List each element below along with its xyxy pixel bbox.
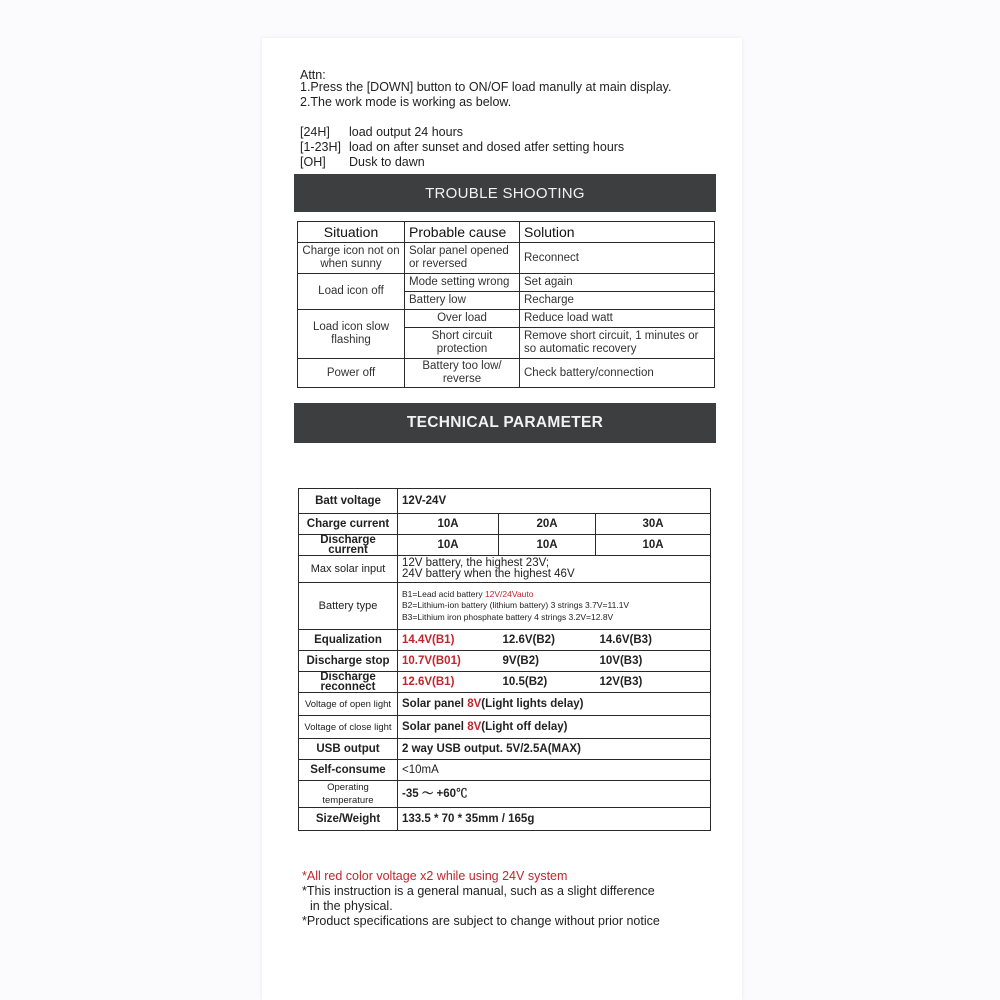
param-label: Discharge reconnect <box>299 672 398 693</box>
param-value: 10A <box>596 535 711 556</box>
mode-code-1-23h: [1-23H] <box>300 140 341 154</box>
param-label: Self-consume <box>299 760 398 781</box>
param-value: -35 ～ +60℃ <box>398 781 711 808</box>
situation-cell: Charge icon not on when sunny <box>298 243 405 274</box>
solution-cell: Set again <box>520 274 715 292</box>
param-value: 2 way USB output. 5V/2.5A(MAX) <box>398 739 711 760</box>
param-label: Operating temperature <box>299 781 398 808</box>
param-value: 133.5 * 70 * 35mm / 165g <box>398 808 711 831</box>
situation-cell: Load icon slow flashing <box>298 310 405 359</box>
param-label: Equalization <box>299 630 398 651</box>
table-row <box>298 274 715 292</box>
param-label: Battery type <box>299 583 398 630</box>
table-row <box>299 781 711 808</box>
param-value: 10A <box>398 535 499 556</box>
param-value: 9V(B2) <box>499 651 596 672</box>
attn-title: Attn: <box>300 68 326 82</box>
param-label: Discharge stop <box>299 651 398 672</box>
table-row <box>299 651 711 672</box>
table-row <box>299 489 711 514</box>
technical-parameter-table <box>298 488 711 831</box>
max-solar-line-2: 24V battery when the highest 46V <box>402 568 575 580</box>
table-row <box>299 716 711 739</box>
table-row <box>298 243 715 274</box>
param-label: Discharge current <box>299 535 398 556</box>
table-row <box>298 359 715 388</box>
specs-change-note: *Product specifications are subject to change without prior notice <box>302 914 660 928</box>
open-light-post: (Light lights delay) <box>481 697 584 710</box>
header-solution: Solution <box>520 222 715 243</box>
general-manual-note-cont: in the physical. <box>310 899 393 913</box>
technical-parameter-banner: TECHNICAL PARAMETER <box>294 403 716 443</box>
cause-cell: Battery too low/ reverse <box>405 359 520 388</box>
param-label: USB output <box>299 739 398 760</box>
situation-cell: Load icon off <box>298 274 405 310</box>
table-row <box>299 514 711 535</box>
table-row <box>299 808 711 831</box>
table-row <box>299 672 711 693</box>
param-label: Charge current <box>299 514 398 535</box>
attn-line-2: 2.The work mode is working as below. <box>300 95 512 109</box>
param-value: 30A <box>596 514 711 535</box>
open-light-red: 8V <box>467 697 482 710</box>
cause-cell: Mode setting wrong <box>405 274 520 292</box>
param-label: Batt voltage <box>299 489 398 514</box>
close-light-pre: Solar panel <box>402 720 468 733</box>
table-row <box>299 535 711 556</box>
param-value: 10V(B3) <box>596 651 711 672</box>
solution-cell: Recharge <box>520 292 715 310</box>
param-label: Max solar input <box>299 556 398 583</box>
param-value: 10.7V(B01) <box>398 651 499 672</box>
table-row <box>299 739 711 760</box>
cause-cell: Solar panel opened or reversed <box>405 243 520 274</box>
close-light-post: (Light off delay) <box>481 720 568 733</box>
param-value: 14.6V(B3) <box>596 630 711 651</box>
mode-text-24h: load output 24 hours <box>349 125 463 139</box>
battery-type-b2: B2=Lithium-ion battery (lithium battery) 3 strings 3.7V=11.1V <box>402 600 630 611</box>
param-value: 14.4V(B1) <box>398 630 499 651</box>
battery-type-b1: B1=Lead acid battery <box>402 588 485 599</box>
param-label: Size/Weight <box>299 808 398 831</box>
table-row <box>299 583 711 630</box>
solution-cell: Check battery/connection <box>520 359 715 388</box>
solution-cell: Reduce load watt <box>520 310 715 328</box>
table-row <box>299 760 711 781</box>
battery-type-b1-red: 12V/24Vauto <box>484 588 534 599</box>
cause-cell: Short circuit protection <box>405 328 520 359</box>
mode-text-1-23h: load on after sunset and dosed atfer setting hours <box>349 140 625 154</box>
param-label: Voltage of close light <box>299 716 398 739</box>
param-value: 12.6V(B1) <box>398 672 499 693</box>
param-value: 10.5(B2) <box>499 672 596 693</box>
table-row <box>299 693 711 716</box>
close-light-red: 8V <box>467 720 482 733</box>
header-situation: Situation <box>298 222 405 243</box>
table-header-row <box>298 222 715 243</box>
footer-notes <box>302 869 660 929</box>
table-row <box>299 630 711 651</box>
param-value: 10A <box>398 514 499 535</box>
table-row <box>298 310 715 328</box>
general-manual-note: *This instruction is a general manual, such as a slight difference <box>302 884 655 898</box>
solution-cell: Remove short circuit, 1 minutes or so automatic recovery <box>520 328 715 359</box>
battery-type-b3: B3=Lithium iron phosphate battery 4 strings 3.2V=12.8V <box>402 611 614 622</box>
trouble-shooting-table <box>297 221 715 388</box>
mode-code-oh: [OH] <box>300 155 326 169</box>
param-value: 10A <box>499 535 596 556</box>
attn-line-1: 1.Press the [DOWN] button to ON/OF load manully at main display. <box>300 80 672 94</box>
mode-code-24h: [24H] <box>300 125 330 139</box>
trouble-shooting-banner: TROUBLE SHOOTING <box>294 174 716 212</box>
param-label: Voltage of open light <box>299 693 398 716</box>
param-value: 12V(B3) <box>596 672 711 693</box>
header-probable-cause: Probable cause <box>405 222 520 243</box>
cause-cell: Battery low <box>405 292 520 310</box>
param-value: 20A <box>499 514 596 535</box>
open-light-pre: Solar panel <box>402 697 468 710</box>
solution-cell: Reconnect <box>520 243 715 274</box>
cause-cell: Over load <box>405 310 520 328</box>
situation-cell: Power off <box>298 359 405 388</box>
param-value: <10mA <box>398 760 711 781</box>
mode-text-oh: Dusk to dawn <box>349 155 425 169</box>
param-value: 12V-24V <box>398 489 711 514</box>
red-voltage-note: *All red color voltage x2 while using 24V system <box>302 869 568 883</box>
max-solar-line-1: 12V battery, the highest 23V; <box>402 557 550 569</box>
table-row <box>299 556 711 583</box>
param-value: 12.6V(B2) <box>499 630 596 651</box>
